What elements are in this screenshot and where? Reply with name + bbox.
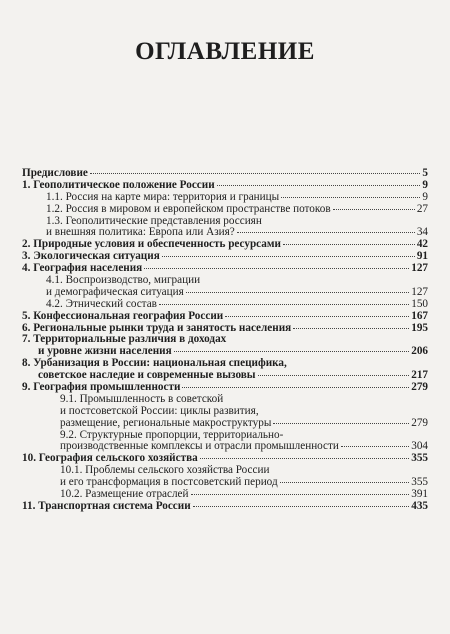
leader-dots — [186, 292, 409, 293]
leader-dots — [225, 316, 409, 317]
leader-dots — [237, 232, 415, 233]
toc-entry-page: 91 — [416, 250, 428, 263]
toc-entry-title: Предисловие — [22, 167, 88, 179]
toc-entry-page: 167 — [411, 309, 428, 322]
toc-entry-title-cont: и его трансформация в постсоветский период — [60, 476, 278, 489]
leader-dots — [293, 328, 409, 329]
toc-entry-title: 11. Транспортная система России — [22, 499, 191, 512]
toc-entry-title: 1.2. Россия в мировом и европейском пространстве потоков — [46, 202, 331, 215]
toc-entry[interactable] — [22, 299, 428, 311]
toc-entry[interactable] — [22, 192, 428, 204]
toc-entry-title: 10.2. Размещение отраслей — [60, 488, 189, 501]
leader-dots — [162, 256, 415, 257]
toc-entry-title: 10.1. Проблемы сельского хозяйства России — [60, 464, 270, 477]
toc-entry-title: 9.2. Структурные пропорции, территориально- — [60, 428, 284, 441]
leader-dots — [193, 506, 410, 507]
toc-entry[interactable] — [22, 204, 428, 216]
toc-entry-title: 6. Региональные рынки труда и занятость населения — [22, 321, 292, 334]
toc-entry-title: 4.1. Воспроизводство, миграции — [46, 274, 201, 287]
toc-entry-title-cont: и внешняя политика: Европа или Азия? — [46, 226, 235, 239]
toc-entry-title: 7. Территориальные различия в доходах — [22, 333, 227, 346]
toc-entry-title: 8. Урбанизация в России: национальная специфика, — [22, 357, 287, 370]
toc-entry[interactable] — [22, 311, 428, 323]
toc-entry[interactable] — [22, 180, 428, 192]
toc-entry-title-cont: производственные комплексы и отрасли промышленности — [60, 440, 339, 453]
toc-entry-title-cont: и демографическая ситуация — [46, 285, 184, 298]
toc-entry-title: 4. География населения — [22, 262, 143, 275]
toc-entry-title: 4.2. Этнический состав — [46, 297, 157, 310]
toc-entry-continuation[interactable] — [22, 287, 428, 299]
toc-entry-title: 9. География промышленности — [22, 381, 181, 394]
toc-entry-title: 9.1. Промышленность в советской — [60, 392, 224, 405]
toc-entry-page: 5 — [422, 167, 428, 179]
toc-entry-title: 1.3. Геополитические представления россиян — [46, 214, 262, 227]
toc-entry-page: 42 — [416, 238, 428, 251]
leader-dots — [200, 458, 410, 459]
leader-dots — [258, 375, 410, 376]
toc-entry[interactable] — [22, 501, 428, 513]
page-title: ОГЛАВЛЕНИЕ — [135, 38, 315, 65]
toc-entry-page: 150 — [411, 297, 428, 310]
leader-dots — [283, 244, 415, 245]
toc-entry-page: 206 — [411, 345, 428, 358]
toc-entry-page: 127 — [411, 262, 428, 275]
toc-entry-page: 217 — [411, 369, 428, 382]
toc-entry-title: 10. География сельского хозяйства — [22, 452, 198, 465]
toc-entry-title: 1.1. Россия на карте мира: территория и границы — [46, 190, 280, 203]
toc-entry-page: 127 — [411, 285, 428, 298]
toc-entry-page: 9 — [422, 178, 428, 191]
leader-dots — [273, 423, 409, 424]
toc-entry-title: 3. Экологическая ситуация — [22, 250, 160, 263]
toc-entry-page: 304 — [411, 440, 428, 453]
leader-dots — [217, 185, 421, 186]
toc-entry-page: 34 — [416, 226, 428, 239]
toc-entry-title-cont: размещение, региональные макроструктуры — [60, 416, 272, 429]
toc-entry-title: 1. Геополитическое положение России — [22, 178, 215, 191]
toc-entry-page: 435 — [411, 499, 428, 512]
toc-entry-page: 9 — [422, 190, 428, 203]
leader-dots — [280, 482, 410, 483]
leader-dots — [144, 268, 409, 269]
toc-entry-page: 391 — [411, 488, 428, 501]
toc-entry-title: 5. Конфессиональная география России — [22, 309, 224, 322]
toc-entry-page: 279 — [411, 381, 428, 394]
toc-entry-continuation[interactable] — [22, 418, 428, 430]
leader-dots — [341, 446, 409, 447]
leader-dots — [174, 351, 410, 352]
leader-dots — [182, 387, 409, 388]
leader-dots — [159, 304, 409, 305]
leader-dots — [90, 173, 421, 174]
table-of-contents — [22, 168, 428, 513]
leader-dots — [191, 494, 410, 495]
toc-entry-continuation[interactable] — [22, 406, 428, 418]
toc-entry-page: 355 — [411, 452, 428, 465]
toc-entry-page: 355 — [411, 476, 428, 489]
toc-entry-page: 279 — [411, 416, 428, 429]
toc-entry-page: 27 — [416, 202, 428, 215]
leader-dots — [333, 209, 415, 210]
toc-entry-title-cont: и постсоветской России: циклы развития, — [60, 404, 259, 417]
toc-entry-title-cont: советское наследие и современные вызовы — [38, 369, 256, 382]
toc-entry-page: 195 — [411, 321, 428, 334]
toc-entry-title: 2. Природные условия и обеспеченность ресурсами — [22, 238, 281, 251]
leader-dots — [281, 197, 420, 198]
toc-entry-title-cont: и уровне жизни населения — [38, 345, 172, 358]
